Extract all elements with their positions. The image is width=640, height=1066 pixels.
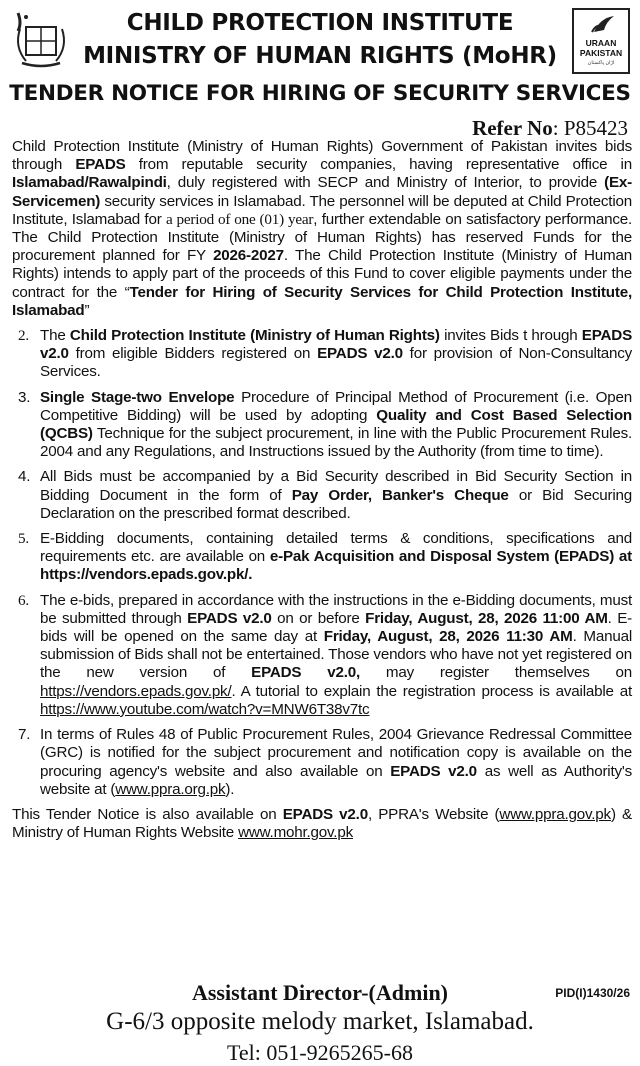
text: invites Bids t hrough <box>439 327 582 345</box>
text: from eligible Bidders registered on <box>68 345 318 363</box>
text: Islamabad/Rawalpindi <box>12 174 167 192</box>
text: Friday, August, 28, 2026 11:00 AM <box>365 609 608 627</box>
header-title-tender: TENDER NOTICE FOR HIRING OF SECURITY SERVICES <box>9 81 631 106</box>
text: e-Pak Acquisition and Disposal System (EPADS) at https://vendors.epads.gov.pk/. <box>40 548 632 584</box>
text: EPADS <box>75 156 126 174</box>
tender-notice <box>4 4 636 1065</box>
text: . The Child Protection Institute (Ministry of Human Rights) intends to apply part of the proceeds of this Fund to cover eligible payments under the contract for the “ <box>12 247 632 301</box>
youtube-tutorial-link[interactable]: https://www.youtube.com/watch?v=MNW6T38v7tc <box>40 700 370 718</box>
text: In terms of Rules 48 of Public Procurement Rules, 2004 Grievance Redressal Committee (GRC) is notified for the subject procurement and notification copy is available on the procuring agency's website and also available on <box>40 726 632 780</box>
text: security services in Islamabad. The personnel will be deputed at Child Protection Institute, Islamabad for <box>12 192 632 228</box>
text: (Ex-Servicemen) <box>12 174 632 210</box>
text: Procedure of Principal Method of Procurement (i.e. Open Competitive Bidding) will be used by adopting <box>40 388 632 424</box>
text: on or before <box>271 609 366 627</box>
text: , PPRA's Website ( <box>367 805 500 823</box>
footer-designation: Assistant Director-(Admin) <box>191 980 449 1005</box>
text: a period of one (01) year <box>165 210 314 228</box>
text: Child Protection Institute (Ministry of Human Rights) <box>69 327 440 345</box>
text: Friday, August, 28, 2026 11:30 AM <box>323 628 573 646</box>
text: 2026-2027 <box>213 247 284 265</box>
text: EPADS v2.0 <box>187 609 272 627</box>
text: ” <box>84 301 90 319</box>
text: , further extendable on satisfactory performance. The Child Protection Institute (Ministry of Human Rights) has reserved Funds for the procurement planned for FY <box>12 210 632 265</box>
text: The <box>40 327 70 345</box>
text: . Manual submission of Bids shall not be entertained. Those vendors who have not yet registered on the new version of <box>40 628 632 682</box>
text: Tender for Hiring of Security Services for Child Protection Institute, Islamabad <box>12 283 632 319</box>
uraan-pakistan-logo <box>572 8 630 74</box>
text: Quality and Cost Based Selection (QCBS) <box>40 406 632 443</box>
text: All Bids must be accompanied by a Bid Security described in Bid Security Section in Bidding Document in the form of <box>40 468 632 504</box>
item-number: 7. <box>18 726 31 744</box>
text: This Tender Notice is also available on <box>12 805 283 823</box>
item-number: 5. <box>18 530 29 548</box>
list-item <box>12 468 632 523</box>
text: Technique for the subject procurement, in line with the Public Procurement Rules. 2004 and any Regulations, and Instructions issued by the Authority (from time to time). <box>40 425 632 461</box>
notice-body <box>12 138 632 842</box>
logo-text-pakistan: PAKISTAN <box>579 48 623 58</box>
epads-vendors-link[interactable]: https://vendors.epads.gov.pk/ <box>40 682 232 700</box>
footer-address: G-6/3 opposite melody market, Islamabad. <box>106 1008 534 1035</box>
refer-value: : P85423 <box>552 116 628 140</box>
item-number: 2. <box>18 327 29 345</box>
footer-telephone: Tel: 051-9265265-68 <box>226 1040 414 1065</box>
text: ). <box>225 780 235 798</box>
text: for provision of Non-Consultancy Services. <box>40 345 633 381</box>
list-item <box>12 592 632 719</box>
list-item <box>12 530 632 585</box>
text: Child Protection Institute (Ministry of Human Rights) Government of Pakistan invites bids through <box>12 138 632 174</box>
list-item <box>12 726 632 799</box>
text: EPADS v2.0 <box>317 345 403 363</box>
text: The e-bids, prepared in accordance with the instructions in the e-Bidding documents, must be submitted through <box>40 591 632 627</box>
paragraph-closing <box>12 806 632 842</box>
paragraph-intro <box>12 138 632 320</box>
list-item <box>12 327 632 382</box>
mohr-link[interactable]: www.mohr.gov.pk <box>238 824 353 842</box>
text: Pay Order, Banker's Cheque <box>291 486 509 504</box>
text: as well as Authority's website at ( <box>40 762 632 798</box>
refer-label: Refer No <box>472 116 553 140</box>
logo-text-uraan: URAAN <box>585 38 617 48</box>
text: or Bid Securing Declaration on the prescribed format described. <box>40 486 633 522</box>
text: EPADS v2.0, <box>251 664 361 682</box>
text: EPADS v2.0 <box>390 762 477 780</box>
header <box>4 4 636 116</box>
bird-icon <box>574 10 628 38</box>
text: EPADS v2.0 <box>40 327 632 363</box>
header-title-ministry: MINISTRY OF HUMAN RIGHTS (MoHR) <box>83 43 557 69</box>
text: may register themselves on <box>360 664 632 682</box>
text: E-Bidding documents, containing detailed terms & conditions, specifications and requirements etc. are available on <box>40 530 632 566</box>
text: . E-bids will be opened on the same day at <box>40 609 632 646</box>
logo-subtext: اڑان پاکستان <box>587 60 615 66</box>
list-item <box>12 389 632 462</box>
text: . A tutorial to explain the registration process is available at <box>231 682 632 700</box>
text: , duly registered with SECP and Ministry of Interior, to provide <box>166 174 605 192</box>
item-number: 3. <box>18 388 31 406</box>
text: from reputable security companies, having representative office in <box>125 156 632 174</box>
text: Single Stage-two Envelope <box>40 388 235 406</box>
header-title-institute: CHILD PROTECTION INSTITUTE <box>126 10 514 36</box>
item-number: 4. <box>18 468 31 486</box>
item-number: 6. <box>18 591 29 609</box>
pid-number: PID(I)1430/26 <box>555 986 630 1000</box>
text: ) & Ministry of Human Rights Website <box>12 805 632 842</box>
ppra-gov-link[interactable]: www.ppra.gov.pk <box>499 805 611 823</box>
ppra-org-link[interactable]: www.ppra.org.pk <box>115 780 226 798</box>
text: EPADS v2.0 <box>282 805 368 823</box>
